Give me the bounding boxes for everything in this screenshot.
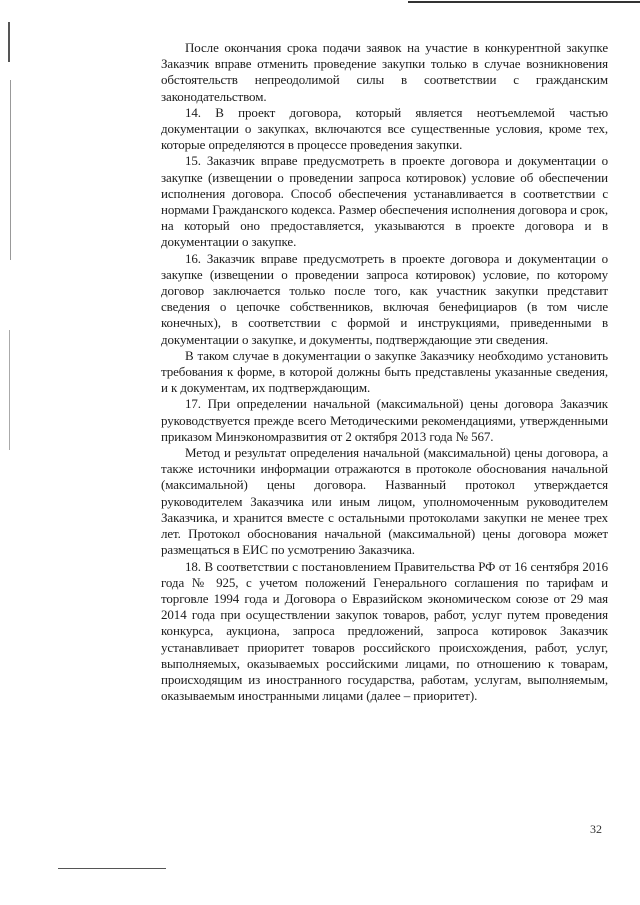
- scan-edge-mark-left: [9, 330, 10, 450]
- paragraph-16-continuation: В таком случае в документации о закупке Заказчику необходимо установить требования к форме, в которой должны быть представлены указанные сведения, и к документам, их подтверждающим.: [161, 347, 608, 396]
- paragraph-cancellation: После окончания срока подачи заявок на участие в конкурентной закупке Заказчик вправе отменить проведение закупки только в случае возникновения обстоятельств непреодолимой силы в соответствии с гражданским законодательством.: [161, 40, 608, 104]
- paragraph-17: 17. При определении начальной (максимальной) цены договора Заказчик руководствуется прежде всего Методическими рекомендациями, утвержденными приказом Минэкономразвития от 2 октября 2013 года № 567.: [161, 396, 608, 444]
- scan-edge-mark-left: [10, 80, 11, 260]
- page-number: 32: [590, 822, 602, 836]
- document-page-body: [161, 40, 608, 704]
- scan-edge-line-top: [408, 1, 640, 3]
- scan-edge-mark-left: [8, 22, 10, 62]
- scan-edge-line-bottom: [58, 868, 166, 869]
- paragraph-18: 18. В соответствии с постановлением Правительства РФ от 16 сентября 2016 года № 925, с учетом положений Генерального соглашения по тарифам и торговле 1994 года и Договора о Евразийском экономическом союзе от 29 мая 2014 года при осуществлении закупок товаров, работ, услуг путем проведения конкурса, аукциона, запроса предложений, запроса котировок Заказчик устанавливает приоритет товаров российского происхождения, работ, услуг, выполняемых, оказываемых российскими лицами, по отношению к товарам, происходящим из иностранного государства, работам, услугам, выполняемым, оказываемым иностранными лицами (далее – приоритет).: [161, 558, 608, 704]
- paragraph-14: 14. В проект договора, который является неотъемлемой частью документации о закупках, включаются все существенные условия, кроме тех, которые определяются в процессе проведения закупки.: [161, 104, 608, 153]
- paragraph-17-continuation: Метод и результат определения начальной (максимальной) цены договора, а также источники информации отражаются в протоколе обоснования начальной (максимальной) цены договора. Названный протокол утверждается руководителем Заказчика или иным лицом, уполномоченным руководителем Заказчика, и хранится вместе с остальными протоколами закупки не менее трех лет. Протокол обоснования начальной (максимальной) цены договора может размещаться в ЕИС по усмотрению Заказчика.: [161, 445, 608, 558]
- paragraph-16: 16. Заказчик вправе предусмотреть в проекте договора и документации о закупке (извещении о проведении запроса котировок) условие, по которому договор заключается только после того, как участник закупки представит сведения о цепочке собственников, включая бенефициаров (в том числе конечных), в соответствии с формой и инструкциями, приведенными в документации о закупке, и документы, подтверждающие эти сведения.: [161, 250, 608, 347]
- paragraph-15: 15. Заказчик вправе предусмотреть в проекте договора и документации о закупке (извещении о проведении запроса котировок) условие об обеспечении исполнения договора. Способ обеспечения устанавливается в соответствии с нормами Гражданского кодекса. Размер обеспечения исполнения договора и срок, на который оно предоставляется, указываются в проекте договора и в документации о закупке.: [161, 153, 608, 250]
